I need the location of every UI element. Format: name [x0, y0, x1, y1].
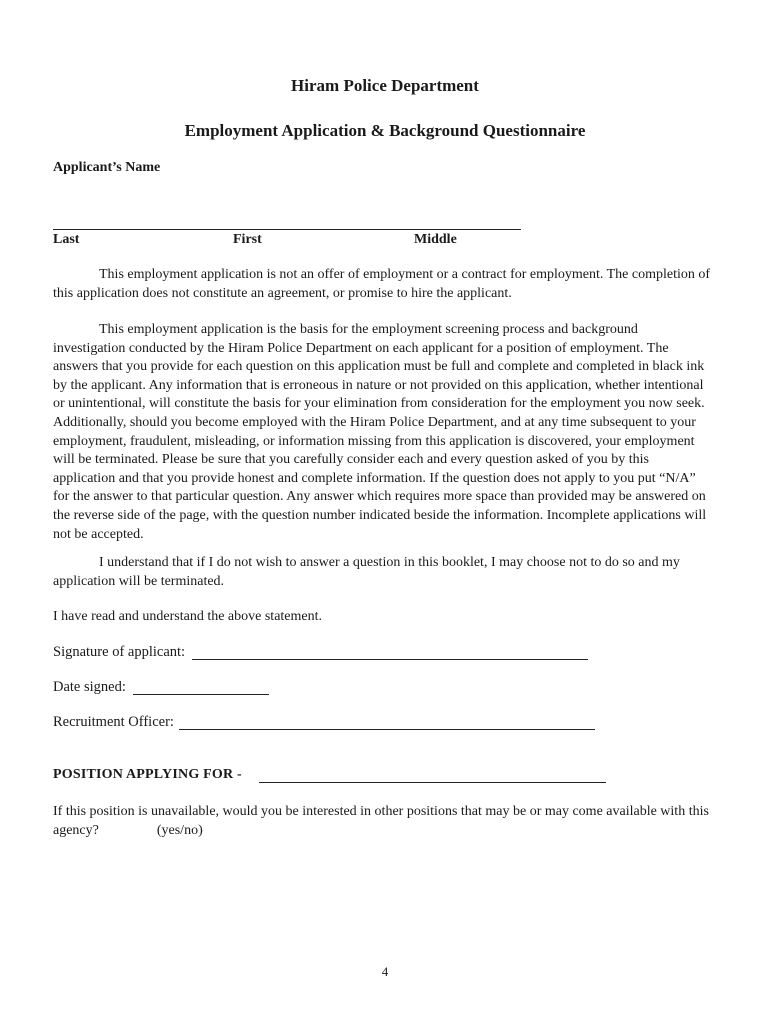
- other-positions-question-text: If this position is unavailable, would you be interested in other positions that may be or may come available with this agency?: [53, 804, 709, 838]
- acknowledgement-statement: I have read and understand the above statement.: [53, 609, 323, 624]
- last-name-label: Last: [53, 232, 80, 247]
- first-name-label: First: [233, 232, 262, 247]
- recruitment-officer-label: Recruitment Officer:: [53, 714, 174, 730]
- other-positions-question: [53, 803, 723, 840]
- form-title: Employment Application & Background Questionnaire: [184, 121, 586, 140]
- middle-name-label: Middle: [414, 232, 457, 247]
- signature-label: Signature of applicant:: [53, 644, 186, 660]
- disclaimer-paragraph: This employment application is not an offer of employment or a contract for employment. The completion of this application does not constitute an agreement, or promise to hire the applicant.: [53, 267, 711, 301]
- applicant-name-label: Applicant’s Name: [53, 160, 161, 175]
- terminate-statement: I understand that if I do not wish to answer a question in this booklet, I may choose not to do so and my application will be terminated.: [53, 555, 680, 589]
- position-applying-label: POSITION APPLYING FOR -: [53, 767, 242, 782]
- instructions-paragraph: This employment application is the basis for the employment screening process and background investigation conducted by the Hiram Police Department on each applicant for a position of employment. The answers that you provide for each question on this application must be full and complete and completed in black ink by the applicant. Any information that is erroneous in nature or not provided on this application, whether intentional or unintentional, will constitute the basis for your elimination from consideration for the employment you now seek. Additionally, should you become employed with the Hiram Police Department, and at any time subsequent to your employment, fraudulent, misleading, or information missing from this application is discovered, your employment will be terminated. Please be sure that you carefully consider each and every question asked of you by this application and that you provide honest and complete information. If the question does not apply to you put “N/A” for the answer to that particular question. Any answer which requires more space than provided may be answered on the reverse side of the page, with the question number indicated beside the information. Incomplete applications will not be accepted.: [53, 322, 707, 542]
- yes-no-hint: (yes/no): [156, 822, 203, 838]
- applicant-name-line[interactable]: [53, 229, 521, 230]
- date-signed-label: Date signed:: [53, 679, 126, 695]
- signature-field[interactable]: [192, 659, 588, 660]
- page-number: 4: [381, 964, 389, 979]
- date-signed-field[interactable]: [133, 694, 269, 695]
- position-applying-field[interactable]: [259, 782, 606, 783]
- department-title: Hiram Police Department: [291, 76, 479, 95]
- recruitment-officer-field[interactable]: [179, 729, 595, 730]
